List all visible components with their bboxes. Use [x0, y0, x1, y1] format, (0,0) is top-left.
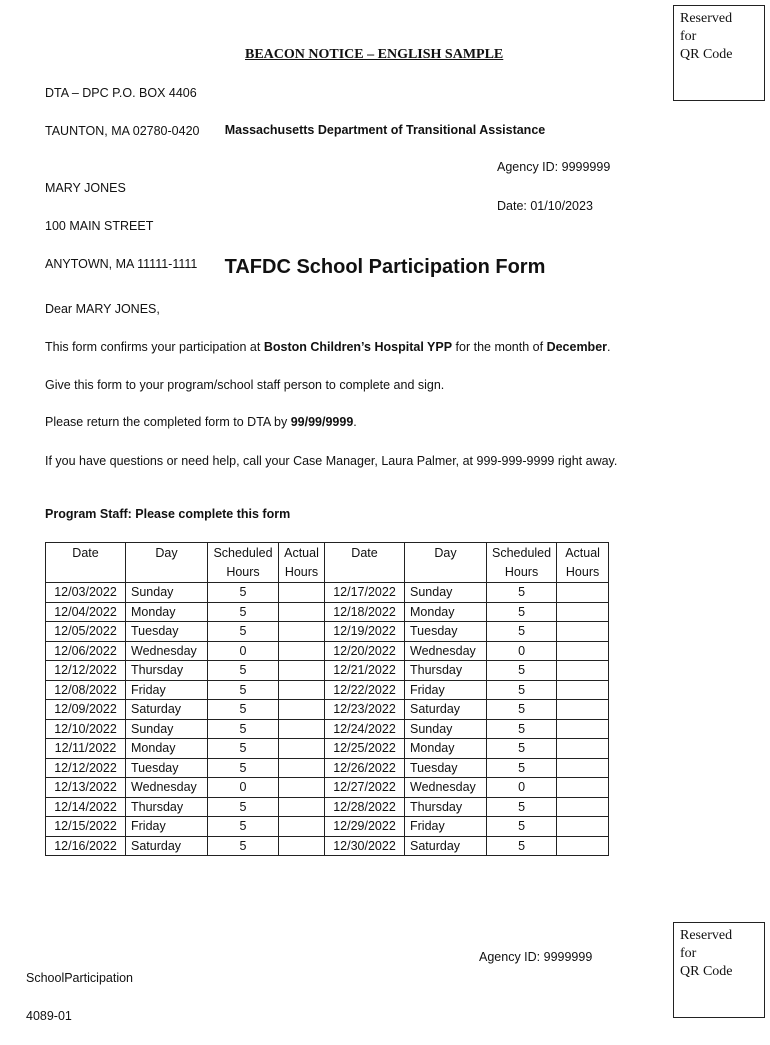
date-cell: 12/17/2022	[325, 583, 405, 603]
day-cell: Friday	[126, 817, 208, 837]
scheduled-hours-cell: 5	[487, 622, 557, 642]
table-row	[46, 758, 609, 778]
table-row	[46, 602, 609, 622]
actual-hours-cell[interactable]	[279, 661, 325, 681]
scheduled-hours-cell: 5	[208, 836, 279, 856]
day-cell: Saturday	[126, 836, 208, 856]
actual-hours-cell[interactable]	[557, 758, 609, 778]
date-cell: 12/04/2022	[46, 602, 126, 622]
scheduled-hours-cell: 5	[208, 602, 279, 622]
actual-hours-cell[interactable]	[557, 778, 609, 798]
day-cell: Monday	[126, 739, 208, 759]
table-row	[46, 641, 609, 661]
scheduled-hours-cell: 5	[487, 661, 557, 681]
column-header: Date	[325, 543, 405, 583]
day-cell: Sunday	[405, 719, 487, 739]
date-cell: 12/25/2022	[325, 739, 405, 759]
scheduled-hours-cell: 5	[208, 797, 279, 817]
day-cell: Thursday	[405, 661, 487, 681]
date-cell: 12/22/2022	[325, 680, 405, 700]
footer-form-info	[26, 950, 133, 1045]
day-cell: Tuesday	[405, 758, 487, 778]
actual-hours-cell[interactable]	[279, 680, 325, 700]
scheduled-hours-cell: 5	[487, 817, 557, 837]
scheduled-hours-cell: 5	[487, 700, 557, 720]
footer-form-number: 4089-01	[26, 1009, 72, 1023]
scheduled-hours-cell: 5	[487, 680, 557, 700]
day-cell: Wednesday	[126, 778, 208, 798]
scheduled-hours-cell: 0	[208, 778, 279, 798]
return-deadline: 99/99/9999	[290, 415, 354, 429]
program-name: Boston Children’s Hospital YPP	[263, 340, 453, 354]
day-cell: Wednesday	[126, 641, 208, 661]
confirmation-pre: This form confirms your participation at	[45, 340, 264, 354]
table-row	[46, 719, 609, 739]
day-cell: Monday	[405, 739, 487, 759]
staff-heading: Program Staff: Please complete this form	[45, 507, 291, 521]
return-post: .	[353, 415, 357, 429]
table-row	[46, 817, 609, 837]
date-cell: 12/12/2022	[46, 661, 126, 681]
day-cell: Wednesday	[405, 778, 487, 798]
sender-address	[45, 65, 199, 160]
date-cell: 12/20/2022	[325, 641, 405, 661]
column-header: Day	[126, 543, 208, 583]
date-cell: 12/03/2022	[46, 583, 126, 603]
column-header: Day	[405, 543, 487, 583]
date-cell: 12/06/2022	[46, 641, 126, 661]
scheduled-hours-cell: 5	[208, 622, 279, 642]
table-row	[46, 661, 609, 681]
actual-hours-cell[interactable]	[557, 661, 609, 681]
scheduled-hours-cell: 5	[208, 680, 279, 700]
return-pre: Please return the completed form to DTA by	[45, 415, 291, 429]
month-name: December	[546, 340, 608, 354]
day-cell: Sunday	[405, 583, 487, 603]
day-cell: Friday	[405, 817, 487, 837]
confirmation-text	[45, 340, 611, 354]
actual-hours-cell[interactable]	[279, 622, 325, 642]
day-cell: Friday	[405, 680, 487, 700]
table-row	[46, 836, 609, 856]
agency-id: Agency ID: 9999999	[497, 160, 611, 174]
scheduled-hours-cell: 5	[208, 719, 279, 739]
date-cell: 12/19/2022	[325, 622, 405, 642]
footer-agency-id: Agency ID: 9999999	[479, 950, 593, 964]
scheduled-hours-cell: 5	[208, 739, 279, 759]
day-cell: Saturday	[405, 700, 487, 720]
qr-code-placeholder-top: Reserved for QR Code	[673, 5, 765, 101]
column-header: Scheduled Hours	[208, 543, 279, 583]
date-cell: 12/11/2022	[46, 739, 126, 759]
scheduled-hours-cell: 5	[487, 739, 557, 759]
actual-hours-cell[interactable]	[557, 602, 609, 622]
table-row	[46, 583, 609, 603]
table-row	[46, 797, 609, 817]
date-cell: 12/08/2022	[46, 680, 126, 700]
scheduled-hours-cell: 5	[487, 602, 557, 622]
actual-hours-cell[interactable]	[279, 700, 325, 720]
day-cell: Sunday	[126, 719, 208, 739]
footer-form-name: SchoolParticipation	[26, 971, 134, 985]
actual-hours-cell[interactable]	[557, 797, 609, 817]
actual-hours-cell[interactable]	[557, 641, 609, 661]
actual-hours-cell[interactable]	[557, 739, 609, 759]
notice-title: BEACON NOTICE – ENGLISH SAMPLE	[245, 47, 504, 62]
date-cell: 12/12/2022	[46, 758, 126, 778]
questions-text: If you have questions or need help, call your Case Manager, Laura Palmer, at 999-999-9999 right away.	[45, 454, 618, 468]
date-cell: 12/13/2022	[46, 778, 126, 798]
day-cell: Thursday	[126, 797, 208, 817]
column-header: Actual Hours	[557, 543, 609, 583]
table-row	[46, 622, 609, 642]
actual-hours-cell[interactable]	[279, 836, 325, 856]
scheduled-hours-cell: 5	[487, 583, 557, 603]
recipient-street: 100 MAIN STREET	[45, 219, 154, 233]
return-instruction	[45, 415, 357, 429]
column-header: Date	[46, 543, 126, 583]
day-cell: Sunday	[126, 583, 208, 603]
actual-hours-cell[interactable]	[557, 622, 609, 642]
actual-hours-cell[interactable]	[557, 719, 609, 739]
date-cell: 12/16/2022	[46, 836, 126, 856]
confirmation-mid: for the month of	[452, 340, 547, 354]
date-cell: 12/24/2022	[325, 719, 405, 739]
date-cell: 12/14/2022	[46, 797, 126, 817]
day-cell: Thursday	[126, 661, 208, 681]
day-cell: Tuesday	[126, 758, 208, 778]
column-header: Actual Hours	[279, 543, 325, 583]
table-row	[46, 778, 609, 798]
actual-hours-cell[interactable]	[279, 778, 325, 798]
scheduled-hours-cell: 5	[208, 700, 279, 720]
recipient-name: MARY JONES	[45, 181, 126, 195]
date-cell: 12/27/2022	[325, 778, 405, 798]
date-cell: 12/26/2022	[325, 758, 405, 778]
day-cell: Wednesday	[405, 641, 487, 661]
scheduled-hours-cell: 0	[487, 641, 557, 661]
date-cell: 12/15/2022	[46, 817, 126, 837]
table-header-row	[46, 543, 609, 583]
give-form-instruction: Give this form to your program/school staff person to complete and sign.	[45, 378, 445, 392]
day-cell: Tuesday	[126, 622, 208, 642]
scheduled-hours-cell: 5	[487, 758, 557, 778]
date-cell: 12/30/2022	[325, 836, 405, 856]
day-cell: Friday	[126, 680, 208, 700]
actual-hours-cell[interactable]	[557, 817, 609, 837]
date-cell: 12/29/2022	[325, 817, 405, 837]
actual-hours-cell[interactable]	[279, 719, 325, 739]
scheduled-hours-cell: 5	[208, 583, 279, 603]
day-cell: Monday	[405, 602, 487, 622]
day-cell: Thursday	[405, 797, 487, 817]
scheduled-hours-cell: 5	[208, 758, 279, 778]
scheduled-hours-cell: 5	[487, 836, 557, 856]
scheduled-hours-cell: 0	[487, 778, 557, 798]
form-title: TAFDC School Participation Form	[224, 256, 546, 278]
actual-hours-cell[interactable]	[557, 680, 609, 700]
actual-hours-cell[interactable]	[557, 700, 609, 720]
scheduled-hours-cell: 0	[208, 641, 279, 661]
actual-hours-cell[interactable]	[279, 797, 325, 817]
date-cell: 12/23/2022	[325, 700, 405, 720]
day-cell: Saturday	[126, 700, 208, 720]
actual-hours-cell[interactable]	[557, 583, 609, 603]
actual-hours-cell[interactable]	[279, 758, 325, 778]
date-cell: 12/09/2022	[46, 700, 126, 720]
sender-line-2: TAUNTON, MA 02780-0420	[45, 124, 200, 138]
sender-line-1: DTA – DPC P.O. BOX 4406	[45, 86, 197, 100]
scheduled-hours-cell: 5	[487, 797, 557, 817]
day-cell: Monday	[126, 602, 208, 622]
scheduled-hours-cell: 5	[487, 719, 557, 739]
table-row	[46, 680, 609, 700]
greeting: Dear MARY JONES,	[45, 302, 160, 316]
date-cell: 12/18/2022	[325, 602, 405, 622]
table-row	[46, 739, 609, 759]
department-name: Massachusetts Department of Transitional Assistance	[224, 123, 546, 137]
day-cell: Tuesday	[405, 622, 487, 642]
actual-hours-cell[interactable]	[279, 739, 325, 759]
date-cell: 12/05/2022	[46, 622, 126, 642]
actual-hours-cell[interactable]	[279, 602, 325, 622]
actual-hours-cell[interactable]	[279, 641, 325, 661]
actual-hours-cell[interactable]	[279, 817, 325, 837]
date-cell: 12/21/2022	[325, 661, 405, 681]
scheduled-hours-cell: 5	[208, 817, 279, 837]
date-cell: 12/10/2022	[46, 719, 126, 739]
confirmation-post: .	[607, 340, 611, 354]
participation-table	[45, 542, 609, 856]
column-header: Scheduled Hours	[487, 543, 557, 583]
table-row	[46, 700, 609, 720]
actual-hours-cell[interactable]	[557, 836, 609, 856]
qr-code-placeholder-bottom: Reserved for QR Code	[673, 922, 765, 1018]
notice-date: Date: 01/10/2023	[497, 199, 593, 213]
actual-hours-cell[interactable]	[279, 583, 325, 603]
table-body	[46, 583, 609, 856]
day-cell: Saturday	[405, 836, 487, 856]
scheduled-hours-cell: 5	[208, 661, 279, 681]
date-cell: 12/28/2022	[325, 797, 405, 817]
recipient-city: ANYTOWN, MA 11111-1111	[45, 257, 198, 271]
